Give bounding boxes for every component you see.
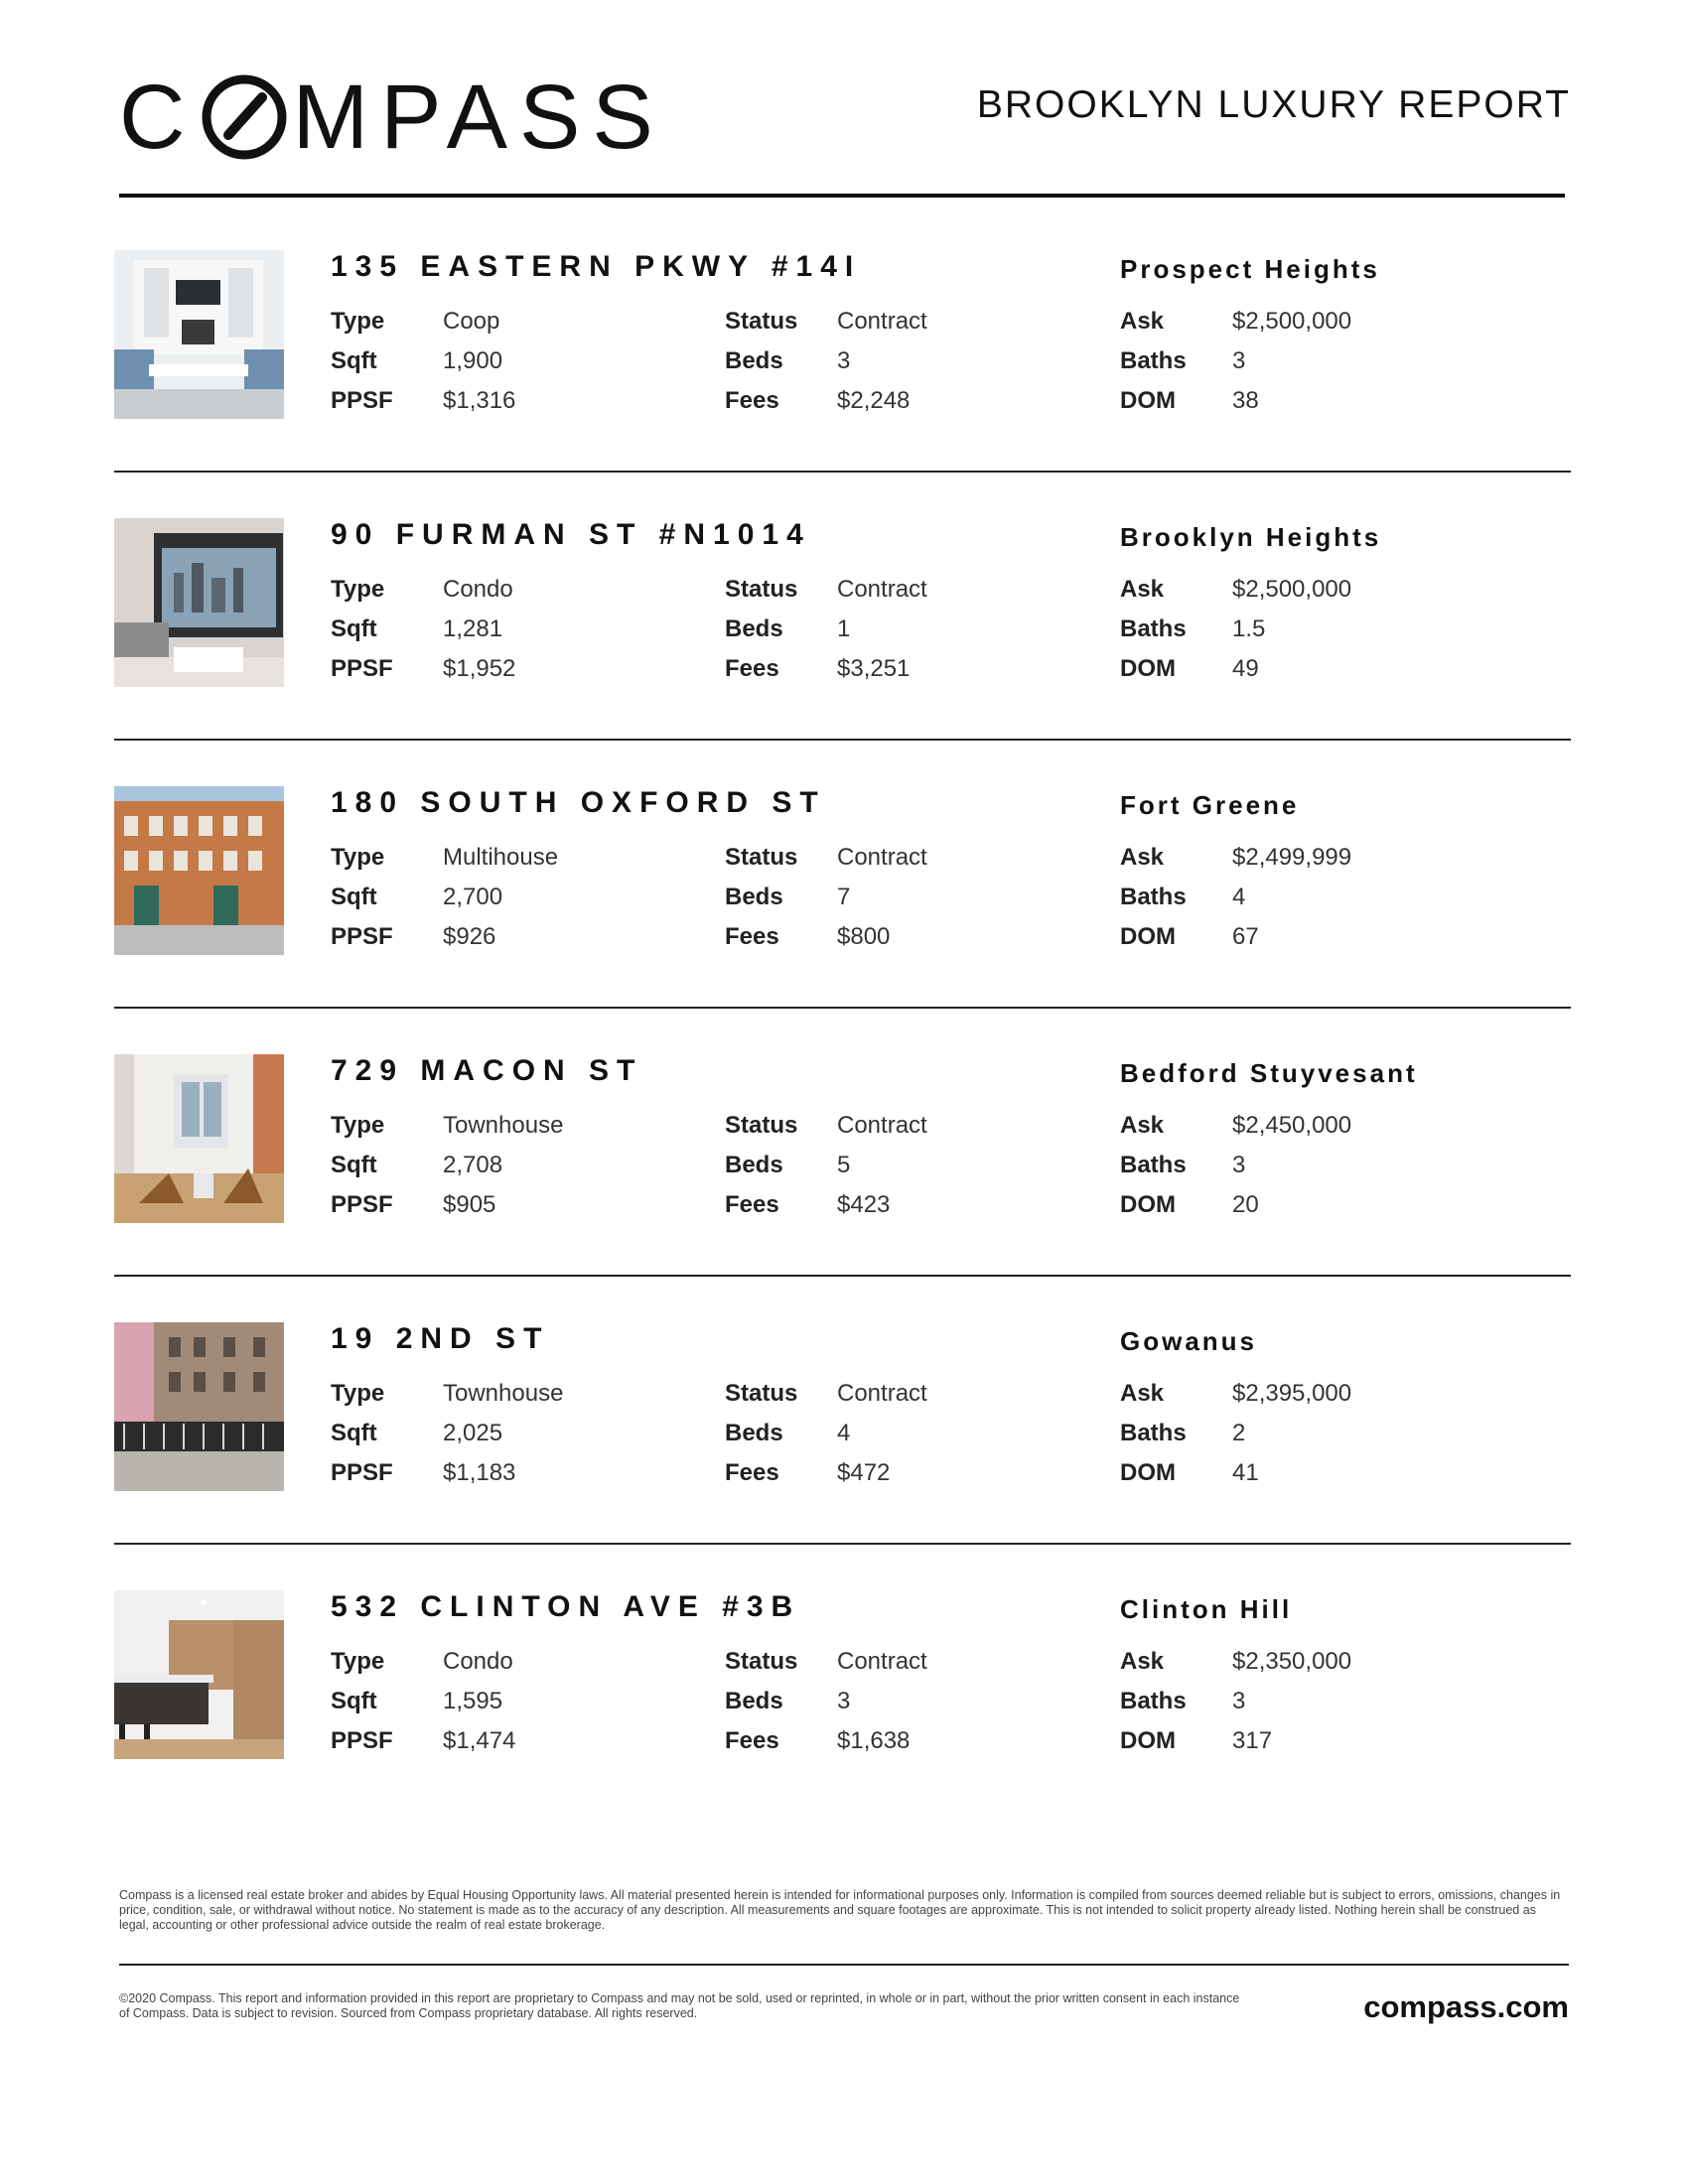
field-label-beds: Beds xyxy=(725,1688,783,1714)
field-type xyxy=(331,1374,563,1414)
field-value-fees: $423 xyxy=(837,1191,891,1218)
field-label-type: Type xyxy=(331,1112,385,1139)
field-value-baths: 2 xyxy=(1232,1420,1246,1446)
field-beds xyxy=(725,1682,927,1721)
field-label-baths: Baths xyxy=(1120,1688,1187,1714)
listing-fields-left xyxy=(331,302,515,421)
listing-address[interactable]: 729 MACON ST xyxy=(331,1054,643,1087)
field-label-type: Type xyxy=(331,1380,385,1407)
field-value-dom: 49 xyxy=(1232,655,1259,682)
field-value-fees: $800 xyxy=(837,923,891,950)
field-label-beds: Beds xyxy=(725,884,783,910)
field-value-baths: 3 xyxy=(1232,347,1246,374)
living-room-photo[interactable] xyxy=(114,250,284,419)
field-status xyxy=(725,302,927,341)
field-label-fees: Fees xyxy=(725,387,779,414)
field-ppsf xyxy=(331,649,515,689)
field-label-baths: Baths xyxy=(1120,1420,1187,1446)
listing-address[interactable]: 19 2ND ST xyxy=(331,1322,550,1355)
footer-divider xyxy=(119,1964,1569,1966)
field-label-ask: Ask xyxy=(1120,1112,1165,1139)
field-sqft xyxy=(331,1146,563,1185)
field-value-ppsf: $926 xyxy=(443,923,496,950)
field-sqft xyxy=(331,1414,563,1453)
field-status xyxy=(725,838,927,878)
field-value-status: Contract xyxy=(837,576,927,603)
field-label-baths: Baths xyxy=(1120,615,1187,642)
listing-fields-left xyxy=(331,838,558,957)
field-label-type: Type xyxy=(331,576,385,603)
field-label-baths: Baths xyxy=(1120,347,1187,374)
field-label-sqft: Sqft xyxy=(331,615,377,642)
header-divider xyxy=(119,194,1565,198)
field-value-ask: $2,395,000 xyxy=(1232,1380,1352,1407)
field-sqft xyxy=(331,1682,515,1721)
field-ppsf xyxy=(331,1453,563,1493)
field-label-beds: Beds xyxy=(725,615,783,642)
brownstone-photo[interactable] xyxy=(114,1322,284,1491)
field-value-beds: 1 xyxy=(837,615,851,642)
field-value-ppsf: $1,183 xyxy=(443,1459,516,1486)
listing-row xyxy=(114,250,1571,518)
field-type xyxy=(331,1106,563,1146)
field-value-ask: $2,500,000 xyxy=(1232,308,1352,335)
field-label-dom: DOM xyxy=(1120,923,1176,950)
field-label-fees: Fees xyxy=(725,1459,779,1486)
field-label-fees: Fees xyxy=(725,923,779,950)
listing-row xyxy=(114,1322,1571,1590)
field-value-dom: 20 xyxy=(1232,1191,1259,1218)
listing-fields-left xyxy=(331,570,515,689)
field-value-sqft: 2,025 xyxy=(443,1420,503,1446)
field-label-dom: DOM xyxy=(1120,1459,1176,1486)
listing-fields-middle xyxy=(725,838,927,957)
field-fees xyxy=(725,381,927,421)
field-status xyxy=(725,1374,927,1414)
field-ask xyxy=(1120,838,1351,878)
field-value-ask: $2,350,000 xyxy=(1232,1648,1352,1675)
field-label-ppsf: PPSF xyxy=(331,1459,393,1486)
field-fees xyxy=(725,917,927,957)
listing-fields-left xyxy=(331,1106,563,1225)
field-label-status: Status xyxy=(725,576,798,603)
field-value-fees: $472 xyxy=(837,1459,891,1486)
field-type xyxy=(331,302,515,341)
listing-row xyxy=(114,518,1571,786)
copyright-notice: ©2020 Compass. This report and information provided in this report are proprietary to Compass and may not be sold, used or reprinted, in whole or in part, without the prior written consent in each instance of Compass. Data is subject to revision. Sourced from Compass proprietary database. All rights reserved. xyxy=(119,1991,1240,2020)
skyline-view-photo[interactable] xyxy=(114,518,284,687)
field-fees xyxy=(725,649,927,689)
field-value-type: Townhouse xyxy=(443,1380,564,1407)
field-label-ask: Ask xyxy=(1120,1648,1165,1675)
listing-address[interactable]: 180 SOUTH OXFORD ST xyxy=(331,786,826,819)
field-value-fees: $3,251 xyxy=(837,655,911,682)
field-ppsf xyxy=(331,1185,563,1225)
field-value-ask: $2,450,000 xyxy=(1232,1112,1352,1139)
field-type xyxy=(331,570,515,610)
listing-fields-right xyxy=(1120,570,1351,689)
field-label-ppsf: PPSF xyxy=(331,1727,393,1754)
field-value-sqft: 1,595 xyxy=(443,1688,503,1714)
field-dom xyxy=(1120,381,1351,421)
field-value-dom: 41 xyxy=(1232,1459,1259,1486)
field-label-ask: Ask xyxy=(1120,576,1165,603)
brick-facade-photo[interactable] xyxy=(114,786,284,955)
report-title: BROOKLYN LUXURY REPORT xyxy=(976,83,1571,126)
listing-address[interactable]: 135 EASTERN PKWY #14I xyxy=(331,250,862,283)
field-value-sqft: 1,900 xyxy=(443,347,503,374)
field-ppsf xyxy=(331,917,558,957)
listing-neighborhood: Bedford Stuyvesant xyxy=(1120,1058,1418,1088)
listing-fields-right xyxy=(1120,1642,1351,1761)
field-value-beds: 7 xyxy=(837,884,851,910)
field-label-sqft: Sqft xyxy=(331,884,377,910)
field-value-sqft: 2,700 xyxy=(443,884,503,910)
listing-fields-middle xyxy=(725,1106,927,1225)
field-status xyxy=(725,1642,927,1682)
field-status xyxy=(725,1106,927,1146)
field-value-baths: 1.5 xyxy=(1232,615,1266,642)
field-ask xyxy=(1120,1106,1351,1146)
field-ask xyxy=(1120,302,1351,341)
listing-neighborhood: Prospect Heights xyxy=(1120,254,1380,284)
field-label-dom: DOM xyxy=(1120,1727,1176,1754)
listing-fields-right xyxy=(1120,1106,1351,1225)
field-value-dom: 317 xyxy=(1232,1727,1273,1754)
field-value-ppsf: $1,474 xyxy=(443,1727,516,1754)
field-value-ask: $2,499,999 xyxy=(1232,844,1352,871)
field-fees xyxy=(725,1453,927,1493)
field-sqft xyxy=(331,610,515,649)
legal-disclaimer: Compass is a licensed real estate broker and abides by Equal Housing Opportunity laws. All material presented herein is intended for informational purposes only. Information is compiled from sources deemed reliable but is subject to errors, omissions, changes in price, condition, sale, or withdrawal without notice. No statement is made as to the accuracy of any description. All measurements and square footages are approximate. This is not intended to solicit property already listed. Nothing herein shall be construed as legal, accounting or other professional advice outside the realm of real estate brokerage. xyxy=(119,1888,1561,1932)
listing-neighborhood: Gowanus xyxy=(1120,1326,1258,1356)
field-value-beds: 3 xyxy=(837,347,851,374)
listing-fields-right xyxy=(1120,838,1351,957)
website-link[interactable]: compass.com xyxy=(1363,1989,1569,2024)
field-baths xyxy=(1120,878,1351,917)
field-baths xyxy=(1120,610,1351,649)
field-ask xyxy=(1120,570,1351,610)
field-label-sqft: Sqft xyxy=(331,1420,377,1446)
field-label-status: Status xyxy=(725,1112,798,1139)
field-value-type: Condo xyxy=(443,1648,513,1675)
listing-address[interactable]: 90 FURMAN ST #N1014 xyxy=(331,518,811,551)
field-type xyxy=(331,838,558,878)
listing-neighborhood: Clinton Hill xyxy=(1120,1594,1293,1624)
field-beds xyxy=(725,1414,927,1453)
field-label-status: Status xyxy=(725,1380,798,1407)
field-label-status: Status xyxy=(725,1648,798,1675)
field-ppsf xyxy=(331,381,515,421)
listing-neighborhood: Fort Greene xyxy=(1120,790,1300,820)
field-ppsf xyxy=(331,1721,515,1761)
field-value-status: Contract xyxy=(837,1648,927,1675)
field-label-fees: Fees xyxy=(725,1191,779,1218)
listing-divider xyxy=(114,1543,1571,1545)
compass-logo: C MPASS xyxy=(119,67,665,168)
field-label-ppsf: PPSF xyxy=(331,655,393,682)
field-label-beds: Beds xyxy=(725,1420,783,1446)
field-value-ask: $2,500,000 xyxy=(1232,576,1352,603)
field-status xyxy=(725,570,927,610)
field-value-baths: 3 xyxy=(1232,1152,1246,1178)
field-value-ppsf: $1,952 xyxy=(443,655,516,682)
field-sqft xyxy=(331,341,515,381)
listing-divider xyxy=(114,471,1571,473)
listing-address[interactable]: 532 CLINTON AVE #3B xyxy=(331,1590,801,1623)
listing-row xyxy=(114,1054,1571,1322)
field-label-ask: Ask xyxy=(1120,1380,1165,1407)
field-label-baths: Baths xyxy=(1120,1152,1187,1178)
listing-fields-right xyxy=(1120,302,1351,421)
field-value-status: Contract xyxy=(837,1112,927,1139)
field-value-ppsf: $905 xyxy=(443,1191,496,1218)
field-fees xyxy=(725,1185,927,1225)
field-label-beds: Beds xyxy=(725,347,783,374)
field-dom xyxy=(1120,1721,1351,1761)
field-label-type: Type xyxy=(331,308,385,335)
field-value-fees: $2,248 xyxy=(837,387,911,414)
field-beds xyxy=(725,1146,927,1185)
listing-fields-middle xyxy=(725,570,927,689)
field-value-baths: 3 xyxy=(1232,1688,1246,1714)
field-value-beds: 4 xyxy=(837,1420,851,1446)
field-label-status: Status xyxy=(725,844,798,871)
listing-divider xyxy=(114,1007,1571,1009)
field-value-beds: 5 xyxy=(837,1152,851,1178)
field-label-sqft: Sqft xyxy=(331,1688,377,1714)
field-label-ppsf: PPSF xyxy=(331,923,393,950)
listing-row xyxy=(114,1590,1571,1858)
field-value-type: Townhouse xyxy=(443,1112,564,1139)
kitchen-photo[interactable] xyxy=(114,1590,284,1759)
field-value-dom: 67 xyxy=(1232,923,1259,950)
field-label-beds: Beds xyxy=(725,1152,783,1178)
listing-fields-right xyxy=(1120,1374,1351,1493)
listing-divider xyxy=(114,739,1571,741)
field-sqft xyxy=(331,878,558,917)
field-dom xyxy=(1120,1185,1351,1225)
field-dom xyxy=(1120,649,1351,689)
field-baths xyxy=(1120,341,1351,381)
field-label-ppsf: PPSF xyxy=(331,387,393,414)
field-label-baths: Baths xyxy=(1120,884,1187,910)
field-label-sqft: Sqft xyxy=(331,1152,377,1178)
listing-fields-left xyxy=(331,1374,563,1493)
field-label-ask: Ask xyxy=(1120,308,1165,335)
compass-logo-o-icon xyxy=(199,71,290,163)
field-value-dom: 38 xyxy=(1232,387,1259,414)
field-value-sqft: 2,708 xyxy=(443,1152,503,1178)
field-value-status: Contract xyxy=(837,1380,927,1407)
field-label-dom: DOM xyxy=(1120,1191,1176,1218)
listing-divider xyxy=(114,1275,1571,1277)
field-type xyxy=(331,1642,515,1682)
parlor-room-photo[interactable] xyxy=(114,1054,284,1223)
field-ask xyxy=(1120,1642,1351,1682)
field-beds xyxy=(725,878,927,917)
field-dom xyxy=(1120,917,1351,957)
field-baths xyxy=(1120,1414,1351,1453)
field-value-type: Coop xyxy=(443,308,500,335)
field-label-dom: DOM xyxy=(1120,655,1176,682)
field-label-fees: Fees xyxy=(725,1727,779,1754)
field-label-type: Type xyxy=(331,844,385,871)
field-value-beds: 3 xyxy=(837,1688,851,1714)
field-label-fees: Fees xyxy=(725,655,779,682)
field-label-status: Status xyxy=(725,308,798,335)
listing-fields-middle xyxy=(725,302,927,421)
field-dom xyxy=(1120,1453,1351,1493)
field-value-status: Contract xyxy=(837,844,927,871)
field-beds xyxy=(725,341,927,381)
field-fees xyxy=(725,1721,927,1761)
listing-row xyxy=(114,786,1571,1054)
field-label-sqft: Sqft xyxy=(331,347,377,374)
field-beds xyxy=(725,610,927,649)
field-label-type: Type xyxy=(331,1648,385,1675)
listing-neighborhood: Brooklyn Heights xyxy=(1120,522,1382,552)
field-label-ppsf: PPSF xyxy=(331,1191,393,1218)
field-baths xyxy=(1120,1146,1351,1185)
listing-fields-left xyxy=(331,1642,515,1761)
field-value-baths: 4 xyxy=(1232,884,1246,910)
listing-fields-middle xyxy=(725,1374,927,1493)
field-value-sqft: 1,281 xyxy=(443,615,503,642)
field-value-type: Condo xyxy=(443,576,513,603)
field-ask xyxy=(1120,1374,1351,1414)
field-value-status: Contract xyxy=(837,308,927,335)
field-value-fees: $1,638 xyxy=(837,1727,911,1754)
field-label-ask: Ask xyxy=(1120,844,1165,871)
field-baths xyxy=(1120,1682,1351,1721)
listing-fields-middle xyxy=(725,1642,927,1761)
field-label-dom: DOM xyxy=(1120,387,1176,414)
field-value-type: Multihouse xyxy=(443,844,559,871)
field-value-ppsf: $1,316 xyxy=(443,387,516,414)
